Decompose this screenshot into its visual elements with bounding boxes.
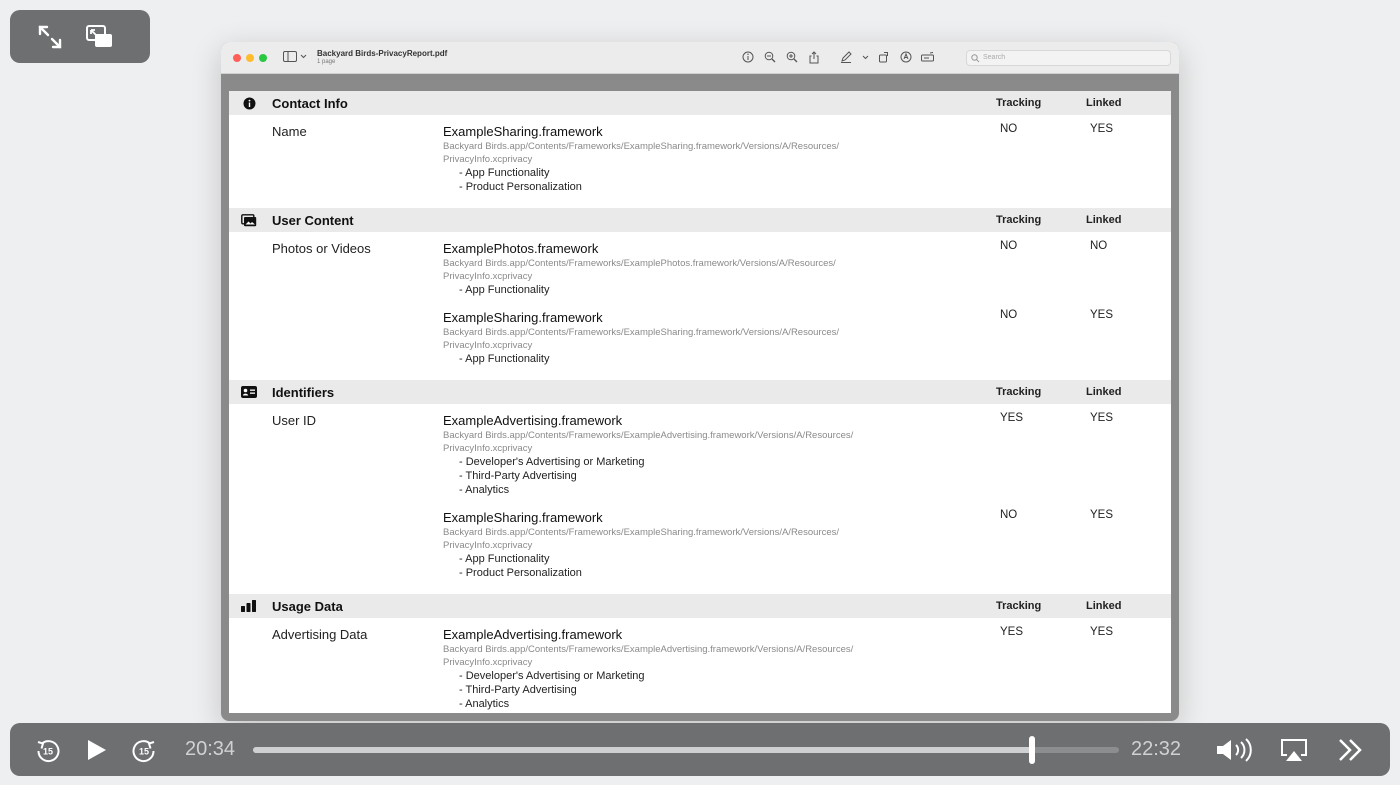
traffic-lights [233, 54, 267, 62]
minimize-window-button[interactable] [246, 54, 254, 62]
tracking-value: YES [1000, 626, 1024, 638]
linked-value: YES [1090, 309, 1114, 321]
skip-back-icon [34, 736, 62, 764]
framework-path [443, 326, 923, 352]
info-icon[interactable] [741, 50, 755, 64]
tracking-column-header: Tracking [996, 214, 1042, 226]
tracking-value: NO [1000, 309, 1018, 321]
window-titlebar [221, 42, 1179, 74]
linked-value: NO [1090, 240, 1108, 252]
framework-path-file: PrivacyInfo.xcprivacy [443, 340, 533, 351]
volume-button[interactable] [1214, 734, 1256, 766]
data-type-row [229, 115, 1171, 208]
linked-value: YES [1090, 123, 1114, 135]
linked-column-header: Linked [1086, 214, 1122, 226]
preview-window [221, 42, 1179, 721]
remaining-time: 22:32 [1131, 738, 1182, 760]
progress-fill [253, 747, 1032, 753]
framework-name: ExampleAdvertising.framework [443, 413, 623, 428]
linked-value: YES [1090, 509, 1114, 521]
framework-path-file: PrivacyInfo.xcprivacy [443, 443, 533, 454]
framework-path [443, 257, 923, 283]
purpose-item: - Product Personalization [459, 181, 582, 193]
framework-path-dir: Backyard Birds.app/Contents/Frameworks/ExampleSharing.framework/Versions/A/Resources/ [443, 141, 839, 152]
framework-name: ExampleAdvertising.framework [443, 627, 623, 642]
section-title: Identifiers [272, 385, 335, 400]
report-section [229, 208, 1171, 380]
play-icon [85, 738, 107, 762]
section-title: Usage Data [272, 599, 343, 614]
framework-path-dir: Backyard Birds.app/Contents/Frameworks/ExamplePhotos.framework/Versions/A/Resources/ [443, 258, 836, 269]
purpose-item: - App Functionality [459, 284, 550, 296]
purpose-item: - Analytics [459, 698, 510, 710]
framework-path-file: PrivacyInfo.xcprivacy [443, 271, 533, 282]
pdf-page [229, 91, 1171, 713]
section-header [229, 91, 1171, 115]
purpose-item: - Third-Party Advertising [459, 684, 577, 696]
info-circle-icon [241, 96, 257, 110]
scrubber-handle[interactable] [1029, 736, 1035, 764]
document-page-count: 1 page [317, 59, 336, 65]
zoom-window-button[interactable] [259, 54, 267, 62]
chevron-double-right-icon [1336, 738, 1364, 762]
search-placeholder: Search [983, 54, 1006, 61]
purpose-item: - Analytics [459, 484, 510, 496]
framework-name: ExampleSharing.framework [443, 510, 603, 525]
framework-path-file: PrivacyInfo.xcprivacy [443, 540, 533, 551]
data-type-label: User ID [272, 413, 317, 428]
fullscreen-icon[interactable] [34, 21, 66, 53]
data-type-row [229, 618, 1171, 713]
section-header [229, 380, 1171, 404]
linked-column-header: Linked [1086, 600, 1122, 612]
purpose-item: - App Functionality [459, 353, 550, 365]
framework-path-file: PrivacyInfo.xcprivacy [443, 657, 533, 668]
video-overlay-controls [10, 10, 150, 63]
framework-path-dir: Backyard Birds.app/Contents/Frameworks/ExampleSharing.framework/Versions/A/Resources/ [443, 327, 839, 338]
tracking-value: NO [1000, 509, 1018, 521]
tracking-value: NO [1000, 123, 1018, 135]
report-section [229, 380, 1171, 594]
markup-pen-icon[interactable] [839, 50, 853, 64]
framework-path-dir: Backyard Birds.app/Contents/Frameworks/ExampleSharing.framework/Versions/A/Resources/ [443, 527, 839, 538]
svg-text:15: 15 [138, 746, 150, 757]
skip-forward-icon [130, 736, 158, 764]
tracking-column-header: Tracking [996, 97, 1042, 109]
data-type-row [229, 232, 1171, 380]
document-title [317, 49, 447, 65]
framework-path-dir: Backyard Birds.app/Contents/Frameworks/ExampleAdvertising.framework/Versions/A/Resources/ [443, 644, 854, 655]
tracking-column-header: Tracking [996, 600, 1042, 612]
sidebar-toggle-button[interactable] [283, 51, 307, 62]
purpose-item: - Product Personalization [459, 567, 582, 579]
section-header [229, 594, 1171, 618]
chevron-down-icon [300, 54, 307, 59]
skip-forward-15-button[interactable] [128, 734, 160, 766]
linked-column-header: Linked [1086, 97, 1122, 109]
airplay-icon [1279, 737, 1309, 763]
framework-name: ExamplePhotos.framework [443, 241, 599, 256]
data-type-row [229, 404, 1171, 594]
purpose-item: - App Functionality [459, 553, 550, 565]
framework-path [443, 429, 923, 455]
data-type-label: Name [272, 124, 307, 139]
video-player-controls [10, 723, 1390, 776]
volume-icon [1215, 737, 1255, 763]
framework-path-dir: Backyard Birds.app/Contents/Frameworks/ExampleAdvertising.framework/Versions/A/Resources/ [443, 430, 854, 441]
close-window-button[interactable] [233, 54, 241, 62]
more-options-button[interactable] [1334, 734, 1366, 766]
search-icon [971, 54, 980, 63]
search-field[interactable] [966, 50, 1171, 66]
framework-path [443, 643, 923, 669]
section-title: Contact Info [272, 96, 348, 111]
rotate-icon[interactable] [877, 50, 891, 64]
linked-value: YES [1090, 412, 1114, 424]
airplay-button[interactable] [1278, 734, 1310, 766]
report-section [229, 594, 1171, 713]
sidebar-icon [283, 51, 297, 62]
form-fill-icon[interactable] [921, 50, 935, 64]
elapsed-time: 20:34 [185, 738, 236, 760]
framework-path-file: PrivacyInfo.xcprivacy [443, 154, 533, 165]
section-title: User Content [272, 213, 354, 228]
tracking-value: NO [1000, 240, 1018, 252]
data-type-label: Photos or Videos [272, 241, 371, 256]
bar-chart-icon [241, 599, 257, 613]
section-header [229, 208, 1171, 232]
photos-icon [241, 213, 257, 227]
progress-scrubber[interactable] [253, 747, 1119, 753]
chevron-down-icon[interactable] [861, 50, 869, 64]
framework-path [443, 526, 923, 552]
data-type-label: Advertising Data [272, 627, 368, 642]
document-name: Backyard Birds-PrivacyReport.pdf [317, 49, 448, 58]
tracking-value: YES [1000, 412, 1024, 424]
share-icon[interactable] [807, 50, 821, 64]
id-card-icon [241, 385, 257, 399]
privacy-report [229, 91, 1171, 713]
framework-entry [443, 115, 1171, 208]
zoom-out-icon[interactable] [763, 50, 777, 64]
purpose-item: - Developer's Advertising or Marketing [459, 670, 645, 682]
play-button[interactable] [80, 734, 112, 766]
purpose-item: - Third-Party Advertising [459, 470, 577, 482]
framework-name: ExampleSharing.framework [443, 310, 603, 325]
svg-text:15: 15 [42, 746, 54, 757]
purpose-item: - App Functionality [459, 167, 550, 179]
framework-entry [443, 232, 1171, 301]
toolbar [741, 50, 935, 64]
framework-name: ExampleSharing.framework [443, 124, 603, 139]
linked-value: YES [1090, 626, 1114, 638]
purpose-item: - Developer's Advertising or Marketing [459, 456, 645, 468]
framework-entry [443, 618, 1171, 713]
framework-entry [443, 501, 1171, 594]
linked-column-header: Linked [1086, 386, 1122, 398]
framework-path [443, 140, 923, 166]
tracking-column-header: Tracking [996, 386, 1042, 398]
zoom-in-icon[interactable] [785, 50, 799, 64]
picture-in-picture-icon[interactable] [84, 21, 116, 53]
report-section [229, 91, 1171, 208]
skip-back-15-button[interactable] [32, 734, 64, 766]
framework-entry [443, 301, 1171, 380]
markup-icon[interactable] [899, 50, 913, 64]
framework-entry [443, 404, 1171, 501]
